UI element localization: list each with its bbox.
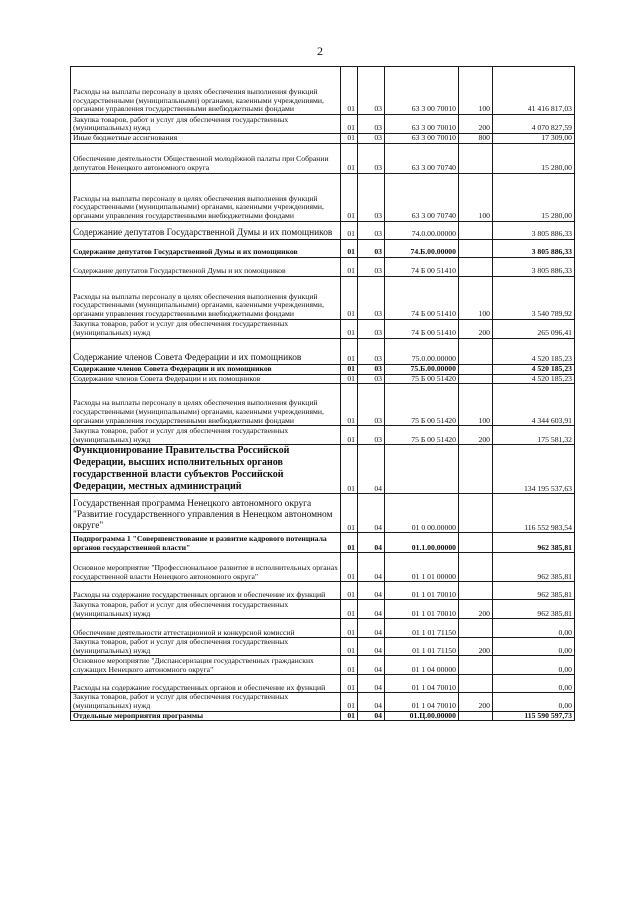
row-amount-cell: 4 520 185,23 [493, 364, 575, 374]
row-subsection-cell: 03 [358, 319, 385, 338]
row-subsection-cell: 03 [358, 384, 385, 426]
row-subsection-cell: 03 [358, 374, 385, 384]
budget-table [70, 66, 575, 721]
row-section-cell: 01 [341, 533, 358, 553]
row-subsection-cell: 04 [358, 494, 385, 533]
row-section-cell: 01 [341, 384, 358, 426]
row-target-article-cell: 63 3 00 70740 [385, 143, 459, 173]
row-target-article-cell: 01 1 01 70010 [385, 600, 459, 619]
row-subsection-cell: 03 [358, 276, 385, 319]
row-expense-type-cell: 200 [459, 693, 493, 711]
row-name-cell: Содержание членов Совета Федерации и их помощников [71, 374, 341, 384]
row-section-cell: 01 [341, 221, 358, 239]
row-section-cell: 01 [341, 338, 358, 364]
row-target-article-cell: 01 1 01 00000 [385, 553, 459, 582]
row-amount-cell: 3 805 886,33 [493, 221, 575, 239]
row-target-article-cell: 74 Б 00 51410 [385, 257, 459, 276]
row-expense-type-cell: 100 [459, 173, 493, 221]
row-name-cell: Закупка товаров, работ и услуг для обеспечения государственных (муниципальных) нужд [71, 115, 341, 134]
row-subsection-cell: 04 [358, 600, 385, 619]
row-target-article-cell: 74 Б 00 51410 [385, 319, 459, 338]
row-expense-type-cell [459, 675, 493, 693]
row-subsection-cell: 04 [358, 582, 385, 600]
row-amount-cell: 116 552 983,54 [493, 494, 575, 533]
row-section-cell: 01 [341, 711, 358, 721]
row-subsection-cell: 03 [358, 221, 385, 239]
table-row [71, 600, 575, 619]
row-name-cell: Иные бюджетные ассигнования [71, 134, 341, 144]
row-expense-type-cell [459, 619, 493, 638]
row-amount-cell: 962 385,81 [493, 600, 575, 619]
row-name-cell: Подпрограмма 1 "Совершенствование и развитие кадрового потенциала органов государственной власти" [71, 533, 341, 553]
row-subsection-cell: 03 [358, 364, 385, 374]
row-target-article-cell: 63 3 00 70010 [385, 67, 459, 115]
table-row [71, 533, 575, 553]
row-target-article-cell: 01.Ц.00.00000 [385, 711, 459, 721]
row-subsection-cell: 04 [358, 553, 385, 582]
row-expense-type-cell: 200 [459, 115, 493, 134]
row-section-cell: 01 [341, 426, 358, 445]
table-row [71, 582, 575, 600]
row-expense-type-cell [459, 374, 493, 384]
row-subsection-cell: 04 [358, 533, 385, 553]
row-expense-type-cell: 200 [459, 426, 493, 445]
row-name-cell: Основное мероприятие "Диспансеризация государственных гражданских служащих Ненецкого автономного округа" [71, 656, 341, 675]
row-section-cell: 01 [341, 257, 358, 276]
row-section-cell: 01 [341, 276, 358, 319]
table-row [71, 276, 575, 319]
row-subsection-cell: 03 [358, 239, 385, 257]
row-target-article-cell: 75.Б.00.00000 [385, 364, 459, 374]
row-target-article-cell: 75 Б 00 51420 [385, 374, 459, 384]
table-row [71, 553, 575, 582]
row-subsection-cell: 04 [358, 619, 385, 638]
row-amount-cell: 41 416 817,03 [493, 67, 575, 115]
table-row [71, 656, 575, 675]
row-target-article-cell: 01 1 01 71150 [385, 638, 459, 656]
row-amount-cell: 962 385,81 [493, 553, 575, 582]
row-section-cell: 01 [341, 364, 358, 374]
table-row [71, 426, 575, 445]
row-amount-cell: 3 805 886,33 [493, 239, 575, 257]
row-amount-cell: 0,00 [493, 638, 575, 656]
row-section-cell: 01 [341, 553, 358, 582]
row-expense-type-cell [459, 494, 493, 533]
table-row [71, 675, 575, 693]
row-section-cell: 01 [341, 675, 358, 693]
row-target-article-cell: 75 Б 00 51420 [385, 426, 459, 445]
row-subsection-cell: 04 [358, 693, 385, 711]
row-amount-cell: 962 385,81 [493, 582, 575, 600]
row-expense-type-cell [459, 239, 493, 257]
row-expense-type-cell: 100 [459, 276, 493, 319]
row-amount-cell: 0,00 [493, 693, 575, 711]
table-row [71, 319, 575, 338]
row-section-cell: 01 [341, 173, 358, 221]
row-expense-type-cell [459, 656, 493, 675]
row-name-cell: Расходы на содержание государственных органов и обеспечение их функций [71, 582, 341, 600]
row-target-article-cell: 74 Б 00 51410 [385, 276, 459, 319]
row-name-cell: Закупка товаров, работ и услуг для обеспечения государственных (муниципальных) нужд [71, 693, 341, 711]
table-row [71, 221, 575, 239]
table-row [71, 338, 575, 364]
row-section-cell: 01 [341, 134, 358, 144]
row-name-cell: Функционирование Правительства Российской Федерации, высших исполнительных органов государственной власти субъектов Российской Федерации, местных администраций [71, 445, 341, 494]
row-name-cell: Закупка товаров, работ и услуг для обеспечения государственных (муниципальных) нужд [71, 600, 341, 619]
row-target-article-cell: 63 3 00 70740 [385, 173, 459, 221]
table-row [71, 239, 575, 257]
row-section-cell: 01 [341, 445, 358, 494]
row-target-article-cell: 01 1 04 00000 [385, 656, 459, 675]
row-name-cell: Государственная программа Ненецкого автономного округа "Развитие государственного управления в Ненецком автономном округе" [71, 494, 341, 533]
row-name-cell: Содержание членов Совета Федерации и их помощников [71, 364, 341, 374]
row-section-cell: 01 [341, 319, 358, 338]
row-amount-cell: 15 280,00 [493, 143, 575, 173]
row-target-article-cell: 75.0.00.00000 [385, 338, 459, 364]
row-section-cell: 01 [341, 656, 358, 675]
row-subsection-cell: 03 [358, 115, 385, 134]
row-target-article-cell: 74.0.00.00000 [385, 221, 459, 239]
row-target-article-cell: 01 1 01 70010 [385, 582, 459, 600]
row-name-cell: Расходы на выплаты персоналу в целях обеспечения выполнения функций государственными (муниципальными) органами, казенными учреждениями, органами управления государственными внебюджетными фондами [71, 276, 341, 319]
table-row [71, 693, 575, 711]
row-subsection-cell: 04 [358, 675, 385, 693]
row-expense-type-cell [459, 338, 493, 364]
row-target-article-cell: 74.Б.00.00000 [385, 239, 459, 257]
row-target-article-cell: 75 Б 00 51420 [385, 384, 459, 426]
row-expense-type-cell: 200 [459, 600, 493, 619]
table-row [71, 619, 575, 638]
row-amount-cell: 0,00 [493, 619, 575, 638]
row-expense-type-cell [459, 711, 493, 721]
row-amount-cell: 3 540 789,92 [493, 276, 575, 319]
row-subsection-cell: 03 [358, 143, 385, 173]
row-expense-type-cell [459, 533, 493, 553]
row-amount-cell: 17 309,00 [493, 134, 575, 144]
row-subsection-cell: 04 [358, 445, 385, 494]
row-subsection-cell: 04 [358, 711, 385, 721]
row-target-article-cell: 63 3 00 70010 [385, 134, 459, 144]
row-name-cell: Содержание депутатов Государственной Думы и их помощников [71, 221, 341, 239]
row-section-cell: 01 [341, 115, 358, 134]
row-subsection-cell: 04 [358, 638, 385, 656]
row-subsection-cell: 03 [358, 257, 385, 276]
row-name-cell: Обеспечение деятельности Общественной молодёжной палаты при Собрании депутатов Ненецкого автономного округа [71, 143, 341, 173]
table-row [71, 494, 575, 533]
row-section-cell: 01 [341, 239, 358, 257]
row-amount-cell: 265 096,41 [493, 319, 575, 338]
row-target-article-cell: 01 1 04 70010 [385, 675, 459, 693]
row-expense-type-cell: 800 [459, 134, 493, 144]
row-section-cell: 01 [341, 374, 358, 384]
row-amount-cell: 115 590 597,73 [493, 711, 575, 721]
row-name-cell: Закупка товаров, работ и услуг для обеспечения государственных (муниципальных) нужд [71, 319, 341, 338]
row-section-cell: 01 [341, 494, 358, 533]
table-row [71, 364, 575, 374]
row-name-cell: Содержание депутатов Государственной Думы и их помощников [71, 257, 341, 276]
row-amount-cell: 0,00 [493, 675, 575, 693]
row-name-cell: Отдельные мероприятия программы [71, 711, 341, 721]
table-row [71, 134, 575, 144]
row-amount-cell: 4 520 185,23 [493, 338, 575, 364]
page-number: 2 [317, 44, 323, 58]
table-row [71, 445, 575, 494]
row-name-cell: Закупка товаров, работ и услуг для обеспечения государственных (муниципальных) нужд [71, 426, 341, 445]
row-name-cell: Расходы на содержание государственных органов и обеспечение их функций [71, 675, 341, 693]
row-expense-type-cell: 200 [459, 319, 493, 338]
table-row [71, 711, 575, 721]
row-name-cell: Расходы на выплаты персоналу в целях обеспечения выполнения функций государственными (муниципальными) органами, казенными учреждениями, органами управления государственными внебюджетными фондами [71, 173, 341, 221]
row-target-article-cell: 01 1 01 71150 [385, 619, 459, 638]
row-amount-cell: 175 581,32 [493, 426, 575, 445]
table-row [71, 115, 575, 134]
row-name-cell: Содержание членов Совета Федерации и их помощников [71, 338, 341, 364]
row-target-article-cell: 01 1 04 70010 [385, 693, 459, 711]
row-section-cell: 01 [341, 67, 358, 115]
table-row [71, 374, 575, 384]
row-name-cell: Расходы на выплаты персоналу в целях обеспечения выполнения функций государственными (муниципальными) органами, казенными учреждениями, органами управления государственными внебюджетными фондами [71, 67, 341, 115]
table-row [71, 257, 575, 276]
table-row [71, 173, 575, 221]
row-target-article-cell: 01 0 00.00000 [385, 494, 459, 533]
row-target-article-cell [385, 445, 459, 494]
row-subsection-cell: 03 [358, 134, 385, 144]
row-target-article-cell: 01.1.00.00000 [385, 533, 459, 553]
row-expense-type-cell [459, 221, 493, 239]
row-amount-cell: 4 344 603,91 [493, 384, 575, 426]
row-section-cell: 01 [341, 582, 358, 600]
row-subsection-cell: 03 [358, 173, 385, 221]
row-section-cell: 01 [341, 693, 358, 711]
row-name-cell: Содержание депутатов Государственной Думы и их помощников [71, 239, 341, 257]
row-target-article-cell: 63 3 00 70010 [385, 115, 459, 134]
row-section-cell: 01 [341, 600, 358, 619]
table-row [71, 384, 575, 426]
row-expense-type-cell [459, 582, 493, 600]
budget-table-body [71, 67, 575, 721]
row-subsection-cell: 04 [358, 656, 385, 675]
row-section-cell: 01 [341, 638, 358, 656]
row-section-cell: 01 [341, 143, 358, 173]
row-expense-type-cell: 100 [459, 384, 493, 426]
row-expense-type-cell [459, 445, 493, 494]
row-amount-cell: 4 070 827,59 [493, 115, 575, 134]
table-row [71, 638, 575, 656]
row-expense-type-cell [459, 553, 493, 582]
row-name-cell: Основное мероприятие "Профессиональное развитие в исполнительных органах государственной власти Ненецкого автономного округа" [71, 553, 341, 582]
row-amount-cell: 4 520 185,23 [493, 374, 575, 384]
row-name-cell: Обеспечение деятельности аттестационной и конкурсной комиссий [71, 619, 341, 638]
table-row [71, 143, 575, 173]
row-expense-type-cell: 100 [459, 67, 493, 115]
table-row [71, 67, 575, 115]
row-expense-type-cell [459, 143, 493, 173]
row-name-cell: Расходы на выплаты персоналу в целях обеспечения выполнения функций государственными (муниципальными) органами, казенными учреждениями, органами управления государственными внебюджетными фондами [71, 384, 341, 426]
row-expense-type-cell [459, 364, 493, 374]
row-amount-cell: 0,00 [493, 656, 575, 675]
row-amount-cell: 962 385,81 [493, 533, 575, 553]
row-section-cell: 01 [341, 619, 358, 638]
row-amount-cell: 134 195 537,63 [493, 445, 575, 494]
row-name-cell: Закупка товаров, работ и услуг для обеспечения государственных (муниципальных) нужд [71, 638, 341, 656]
row-expense-type-cell: 200 [459, 638, 493, 656]
row-subsection-cell: 03 [358, 67, 385, 115]
row-subsection-cell: 03 [358, 426, 385, 445]
row-amount-cell: 15 280,00 [493, 173, 575, 221]
row-amount-cell: 3 805 886,33 [493, 257, 575, 276]
row-expense-type-cell [459, 257, 493, 276]
row-subsection-cell: 03 [358, 338, 385, 364]
